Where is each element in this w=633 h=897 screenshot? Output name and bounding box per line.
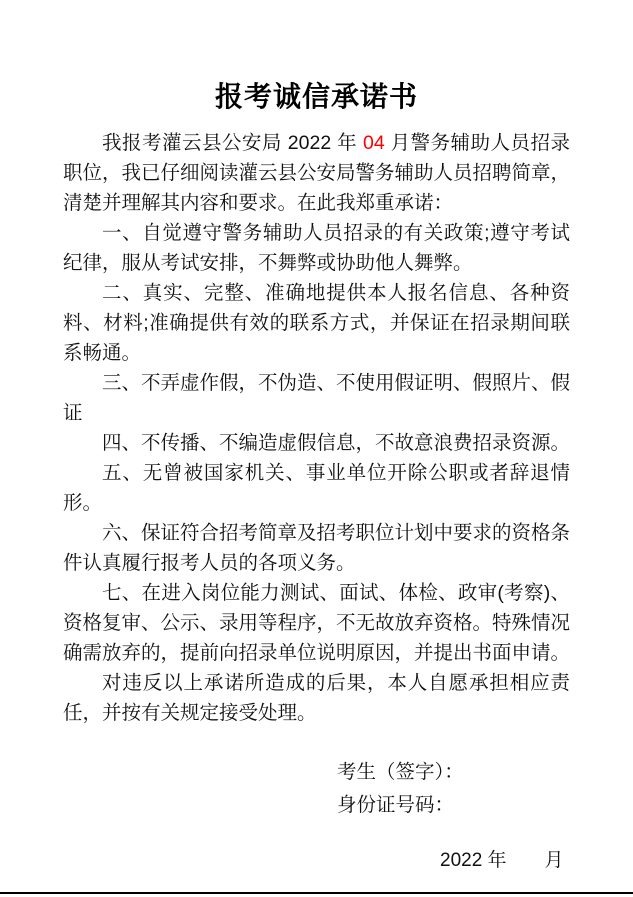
commitment-item-2: 二、真实、完整、准确地提供本人报名信息、各种资料、材料;准确提供有效的联系方式，并保证在招录期间联系畅通。 bbox=[63, 282, 570, 364]
commitment-item-5: 五、无曾被国家机关、事业单位开除公职或者辞退情形。 bbox=[63, 462, 570, 514]
commitment-item-4: 四、不传播、不编造虚假信息，不故意浪费招录资源。 bbox=[102, 432, 571, 454]
id-number-label: 身份证号码： bbox=[337, 794, 455, 816]
signature-block bbox=[337, 756, 633, 822]
commitment-item-7: 七、在进入岗位能力测试、面试、体检、政审(考察)、资格复审、公示、录用等程序，不无故放弃资格。特殊情况确需放弃的，提前向招录单位说明原因，并提出书面申请。 bbox=[63, 582, 571, 664]
commitment-item-6: 六、保证符合招考简章及招考职位计划中要求的资格条件认真履行报考人员的各项义务。 bbox=[63, 522, 571, 574]
date-line: 2022 年 月 bbox=[440, 850, 564, 871]
recruitment-month-red: 04 bbox=[362, 132, 385, 154]
page-title: 报考诚信承诺书 bbox=[214, 81, 418, 112]
commitment-item-3: 三、不弄虚作假，不伪造、不使用假证明、假照片、假证 bbox=[63, 372, 571, 424]
closing-paragraph: 对违反以上承诺所造成的后果，本人自愿承担相应责任，并按有关规定接受处理。 bbox=[63, 672, 570, 724]
document-body bbox=[63, 128, 570, 728]
page-bottom-rule bbox=[0, 892, 633, 894]
intro-paragraph bbox=[63, 128, 570, 218]
commitment-item-1: 一、自觉遵守警务辅助人员招录的有关政策;遵守考试纪律，服从考试安排，不舞弊或协助他人舞弊。 bbox=[63, 222, 570, 274]
intro-text-after: 月警务辅助人员招录职位，我已仔细阅读灌云县公安局警务辅助人员招聘简章，清楚并理解其内容和要求。在此我郑重承诺： bbox=[63, 132, 571, 214]
signer-label: 考生（签字）： bbox=[337, 761, 464, 783]
intro-text-before: 我报考灌云县公安局 2022 年 bbox=[102, 132, 363, 154]
